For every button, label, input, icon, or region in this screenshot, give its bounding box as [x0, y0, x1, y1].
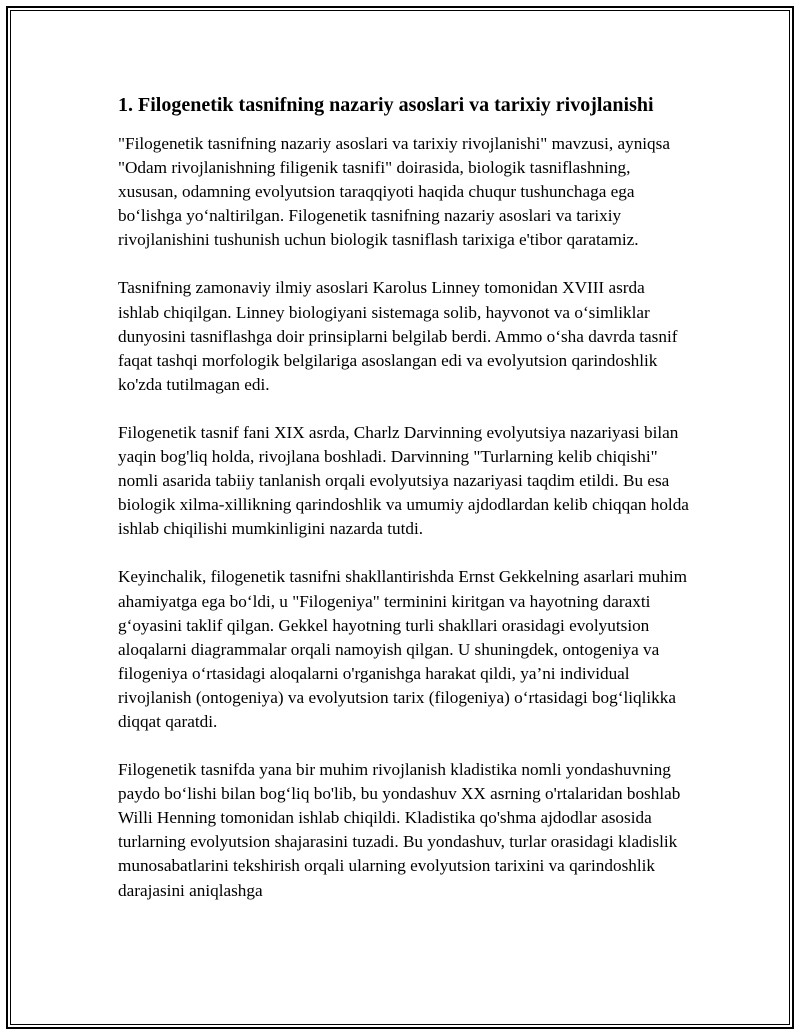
paragraph-3: Filogenetik tasnif fani XIX asrda, Charlz Darvinning evolyutsiya nazariyasi bilan yaqin bog'liq holda, rivojlana boshladi. Darvinning "Turlarning kelib chiqishi" nomli asarida tabiiy tanlanish orqali evolyutsiya nazariyasi taqdim etildi. Bu esa biologik xilma-xillikning qarindoshlik va umumiy ajdodlardan kelib chiqqan holda ishlab chiqilishi mumkinligini nazarda tutdi. [118, 422, 689, 539]
section-heading: 1. Filogenetik tasnifning nazariy asoslari va tarixiy rivojlanishi [118, 94, 654, 116]
document-body [118, 92, 690, 927]
paragraph-4: Keyinchalik, filogenetik tasnifni shakllantirishda Ernst Gekkelning asarlari muhim ahamiyatga ega bo‘ldi, u "Filogeniya" terminini kiritgan va hayotning daraxti g‘oyasini taklif qilgan. Gekkel hayotning turli shakllari orasidagi evolyutsion aloqalarni diagrammalar orqali namoyish qilgan. U shuningdek, ontogeniya va filogeniya o‘rtasidagi aloqalarni o'rganishga harakat qildi, ya’ni individual rivojlanish (ontogeniya) va evolyutsion tarix (filogeniya) o‘rtasidagi bog‘liqlikka diqqat qaratdi. [118, 567, 687, 731]
paragraph-1: "Filogenetik tasnifning nazariy asoslari va tarixiy rivojlanishi" mavzusi, ayniqsa "Odam rivojlanishning filigenik tasnifi" doirasida, biologik tasniflashning, xususan, odamning evolyutsion taraqqiyoti haqida chuqur tushunchaga ega bo‘lishga yo‘naltirilgan. Filogenetik tasnifning nazariy asoslari va tarixiy rivojlanishini tushunish uchun biologik tasniflash tarixiga e'tibor qaratamiz. [118, 134, 670, 250]
paragraph-2: Tasnifning zamonaviy ilmiy asoslari Karolus Linney tomonidan XVIII asrda ishlab chiqilgan. Linney biologiyani sistemaga solib, hayvonot va o‘simliklar dunyosini tasniflashga doir prinsiplarni belgilab berdi. Ammo o‘sha davrda tasnif faqat tashqi morfologik belgilariga asoslangan edi va evolyutsion qarindoshlik ko'zda tutilmagan edi. [118, 278, 678, 394]
paragraph-5: Filogenetik tasnifda yana bir muhim rivojlanish kladistika nomli yondashuvning paydo bo‘lishi bilan bog‘liq bo'lib, bu yondashuv XX asrning o'rtalaridan boshlab Willi Henning tomonidan ishlab chiqildi. Kladistika qo'shma ajdodlar asosida turlarning evolyutsion shajarasini tuzadi. Bu yondashuv, turlar orasidagi kladislik munosabatlarini tekshirish orqali ularning evolyutsion tarixini va qarindoshlik darajasini aniqlashga [118, 760, 681, 900]
